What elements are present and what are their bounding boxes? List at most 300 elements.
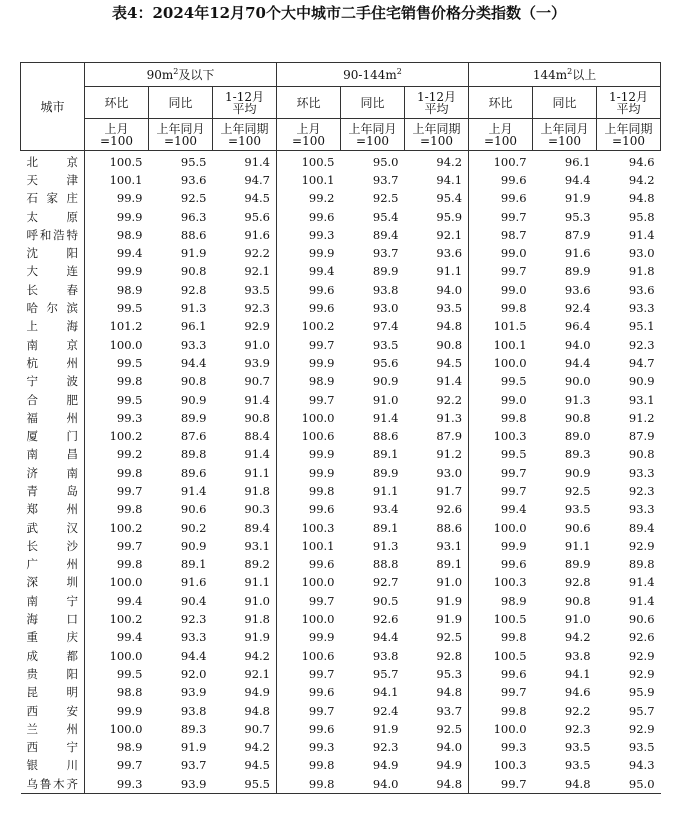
value-cell: 93.5	[372, 337, 399, 352]
value-cell: 99.6	[308, 685, 335, 700]
value-cell: 92.9	[213, 318, 277, 336]
table-row	[21, 702, 661, 720]
base-header: 上年同月 =100	[533, 119, 597, 151]
value-cell: 91.4	[213, 391, 277, 409]
city-column-header: 城市	[21, 63, 85, 151]
value-cell: 95.5	[180, 154, 207, 169]
value-cell: 99.8	[116, 557, 143, 572]
group-header-large: $144m^2$以上	[469, 63, 661, 87]
value-cell: 95.5	[213, 775, 277, 794]
value-cell: 89.3	[564, 447, 591, 462]
value-cell: 91.3	[180, 301, 207, 316]
value-cell: 95.6	[213, 208, 277, 226]
value-cell: 99.4	[308, 264, 335, 279]
value-cell: 100.6	[301, 429, 335, 444]
value-cell: 94.8	[405, 318, 469, 336]
value-cell: 93.0	[628, 246, 655, 261]
value-cell: 91.4	[628, 593, 655, 608]
city-cell: 乌鲁木齐	[21, 775, 85, 794]
sub-header: 环比	[85, 87, 149, 119]
value-cell: 96.3	[180, 209, 207, 224]
value-cell: 94.5	[405, 354, 469, 372]
value-cell: 92.7	[372, 575, 399, 590]
value-cell: 95.4	[405, 190, 469, 208]
value-cell: 90.8	[564, 593, 591, 608]
value-cell: 91.4	[213, 446, 277, 464]
value-cell: 91.1	[372, 483, 399, 498]
value-cell: 100.0	[109, 648, 143, 663]
value-cell: 100.3	[493, 575, 527, 590]
city-cell: 西宁	[21, 739, 85, 757]
value-cell: 89.9	[180, 410, 207, 425]
value-cell: 99.7	[500, 264, 527, 279]
value-cell: 91.0	[405, 574, 469, 592]
city-cell: 呼和浩特	[21, 226, 85, 244]
value-cell: 94.2	[213, 739, 277, 757]
value-cell: 91.8	[628, 264, 655, 279]
value-cell: 87.9	[628, 429, 655, 444]
value-cell: 90.8	[180, 264, 207, 279]
value-cell: 91.9	[213, 629, 277, 647]
value-cell: 90.8	[180, 374, 207, 389]
value-cell: 94.0	[405, 739, 469, 757]
city-cell: 厦门	[21, 427, 85, 445]
value-cell: 93.6	[628, 282, 655, 297]
value-cell: 95.3	[405, 665, 469, 683]
value-cell: 94.0	[564, 337, 591, 352]
base-header: 上年同期 =100	[213, 119, 277, 151]
city-cell: 长春	[21, 281, 85, 299]
value-cell: 99.2	[308, 191, 335, 206]
value-cell: 92.2	[564, 703, 591, 718]
value-cell: 94.4	[564, 172, 591, 187]
value-cell: 91.4	[628, 575, 655, 590]
page-title: 表4：2024年12月70个大中城市二手住宅销售价格分类指数（一）	[112, 4, 566, 22]
value-cell: 91.0	[564, 612, 591, 627]
value-cell: 95.4	[372, 209, 399, 224]
table-row	[21, 171, 661, 189]
value-cell: 99.3	[85, 775, 149, 794]
value-cell: 91.6	[213, 226, 277, 244]
value-cell: 99.4	[116, 593, 143, 608]
value-cell: 94.4	[564, 355, 591, 370]
value-cell: 92.6	[372, 612, 399, 627]
value-cell: 95.3	[564, 209, 591, 224]
sub-header: 同比	[533, 87, 597, 119]
table-row	[21, 684, 661, 702]
value-cell: 99.4	[116, 246, 143, 261]
value-cell: 91.4	[372, 410, 399, 425]
value-cell: 99.8	[308, 758, 335, 773]
value-cell: 91.0	[372, 392, 399, 407]
value-cell: 91.9	[180, 246, 207, 261]
value-cell: 100.6	[301, 648, 335, 663]
value-cell: 93.5	[628, 740, 655, 755]
value-cell: 94.8	[405, 775, 469, 794]
sub-header: 1-12月 平均	[597, 87, 661, 119]
value-cell: 97.4	[372, 319, 399, 334]
value-cell: 95.8	[628, 209, 655, 224]
value-cell: 89.3	[180, 721, 207, 736]
value-cell: 99.7	[308, 666, 335, 681]
price-index-table-container	[20, 62, 660, 794]
value-cell: 93.9	[213, 354, 277, 372]
value-cell: 89.9	[372, 465, 399, 480]
value-cell: 100.7	[493, 154, 527, 169]
value-cell: 94.2	[405, 151, 469, 172]
table-row	[21, 464, 661, 482]
base-header: 上月 =100	[277, 119, 341, 151]
value-cell: 94.0	[341, 775, 405, 794]
value-cell: 95.7	[372, 666, 399, 681]
value-cell: 94.5	[213, 757, 277, 775]
value-cell: 96.1	[180, 319, 207, 334]
value-cell: 99.5	[116, 355, 143, 370]
table-row	[21, 556, 661, 574]
value-cell: 91.9	[180, 740, 207, 755]
value-cell: 93.3	[628, 301, 655, 316]
value-cell: 94.2	[564, 630, 591, 645]
value-cell: 92.3	[213, 299, 277, 317]
city-cell: 长沙	[21, 537, 85, 555]
value-cell: 99.7	[500, 209, 527, 224]
value-cell: 98.9	[308, 374, 335, 389]
value-cell: 99.9	[500, 538, 527, 553]
value-cell: 99.4	[116, 630, 143, 645]
value-cell: 99.3	[500, 740, 527, 755]
table-row	[21, 354, 661, 372]
value-cell: 90.9	[180, 538, 207, 553]
table-row	[21, 665, 661, 683]
table-row	[21, 409, 661, 427]
value-cell: 99.3	[116, 410, 143, 425]
value-cell: 94.3	[628, 758, 655, 773]
value-cell: 99.8	[500, 301, 527, 316]
value-cell: 100.2	[301, 319, 335, 334]
value-cell: 99.0	[500, 392, 527, 407]
value-cell: 91.9	[372, 721, 399, 736]
value-cell: 100.0	[493, 520, 527, 535]
value-cell: 92.5	[564, 483, 591, 498]
city-cell: 济南	[21, 464, 85, 482]
table-row	[21, 263, 661, 281]
value-cell: 93.7	[372, 172, 399, 187]
city-cell: 郑州	[21, 501, 85, 519]
value-cell: 101.5	[493, 319, 527, 334]
city-cell: 合肥	[21, 391, 85, 409]
value-cell: 89.4	[372, 227, 399, 242]
value-cell: 90.2	[180, 520, 207, 535]
table-row	[21, 373, 661, 391]
value-cell: 99.6	[500, 557, 527, 572]
value-cell: 92.5	[372, 191, 399, 206]
value-cell: 99.7	[116, 758, 143, 773]
value-cell: 90.3	[213, 501, 277, 519]
value-cell: 99.7	[308, 392, 335, 407]
value-cell: 92.6	[628, 630, 655, 645]
value-cell: 87.9	[405, 427, 469, 445]
value-cell: 92.3	[628, 483, 655, 498]
value-cell: 91.1	[213, 464, 277, 482]
value-cell: 100.0	[109, 721, 143, 736]
value-cell: 99.6	[308, 282, 335, 297]
value-cell: 100.5	[493, 612, 527, 627]
value-cell: 90.4	[180, 593, 207, 608]
value-cell: 91.2	[628, 410, 655, 425]
value-cell: 93.1	[213, 537, 277, 555]
value-cell: 99.5	[116, 666, 143, 681]
city-cell: 天津	[21, 171, 85, 189]
base-header: 上年同期 =100	[405, 119, 469, 151]
table-row	[21, 244, 661, 262]
value-cell: 91.8	[213, 610, 277, 628]
value-cell: 92.0	[180, 666, 207, 681]
value-cell: 94.4	[180, 355, 207, 370]
value-cell: 91.2	[405, 446, 469, 464]
value-cell: 90.9	[180, 392, 207, 407]
value-cell: 92.5	[405, 720, 469, 738]
value-cell: 99.2	[116, 447, 143, 462]
value-cell: 99.8	[308, 483, 335, 498]
value-cell: 91.3	[564, 392, 591, 407]
table-row	[21, 482, 661, 500]
value-cell: 92.8	[180, 282, 207, 297]
value-cell: 99.9	[116, 191, 143, 206]
value-cell: 95.1	[628, 319, 655, 334]
table-row	[21, 519, 661, 537]
value-cell: 99.6	[308, 301, 335, 316]
value-cell: 93.0	[372, 301, 399, 316]
table-row	[21, 427, 661, 445]
value-cell: 100.2	[109, 612, 143, 627]
sub-header: 环比	[469, 87, 533, 119]
value-cell: 93.8	[564, 648, 591, 663]
table-row	[21, 757, 661, 775]
value-cell: 99.6	[500, 172, 527, 187]
table-row	[21, 446, 661, 464]
value-cell: 94.7	[213, 171, 277, 189]
city-cell: 深圳	[21, 574, 85, 592]
value-cell: 90.0	[564, 374, 591, 389]
city-cell: 广州	[21, 556, 85, 574]
group-header-medium: $90-144m^2$	[277, 63, 469, 87]
table-row	[21, 537, 661, 555]
value-cell: 100.2	[109, 429, 143, 444]
value-cell: 99.5	[116, 301, 143, 316]
value-cell: 92.9	[628, 648, 655, 663]
value-cell: 94.1	[372, 685, 399, 700]
value-cell: 92.2	[405, 391, 469, 409]
value-cell: 95.0	[372, 154, 399, 169]
table-row	[21, 775, 661, 794]
value-cell: 90.9	[372, 374, 399, 389]
value-cell: 91.0	[213, 592, 277, 610]
value-cell: 93.3	[628, 465, 655, 480]
value-cell: 87.6	[180, 429, 207, 444]
value-cell: 99.0	[500, 282, 527, 297]
table-row	[21, 574, 661, 592]
base-header: 上年同期 =100	[597, 119, 661, 151]
value-cell: 93.6	[180, 172, 207, 187]
value-cell: 91.7	[405, 482, 469, 500]
value-cell: 90.6	[628, 612, 655, 627]
value-cell: 94.4	[372, 630, 399, 645]
value-cell: 92.3	[564, 721, 591, 736]
group-header-small: $90m^2$及以下	[85, 63, 277, 87]
value-cell: 90.6	[180, 502, 207, 517]
value-cell: 100.0	[301, 575, 335, 590]
value-cell: 92.2	[213, 244, 277, 262]
value-cell: 91.6	[180, 575, 207, 590]
value-cell: 93.5	[564, 758, 591, 773]
value-cell: 99.9	[116, 209, 143, 224]
value-cell: 92.9	[628, 538, 655, 553]
city-cell: 西安	[21, 702, 85, 720]
sub-header: 同比	[341, 87, 405, 119]
table-row	[21, 190, 661, 208]
value-cell: 90.7	[213, 720, 277, 738]
value-cell: 90.6	[564, 520, 591, 535]
value-cell: 99.7	[308, 593, 335, 608]
table-row	[21, 151, 661, 172]
value-cell: 89.1	[372, 447, 399, 462]
city-cell: 哈尔滨	[21, 299, 85, 317]
value-cell: 88.6	[180, 227, 207, 242]
sub-header: 1-12月 平均	[213, 87, 277, 119]
value-cell: 93.8	[372, 648, 399, 663]
value-cell: 99.3	[308, 227, 335, 242]
value-cell: 90.8	[405, 336, 469, 354]
value-cell: 89.0	[564, 429, 591, 444]
value-cell: 99.8	[116, 465, 143, 480]
value-cell: 94.2	[213, 647, 277, 665]
city-cell: 南昌	[21, 446, 85, 464]
value-cell: 93.6	[405, 244, 469, 262]
city-cell: 兰州	[21, 720, 85, 738]
price-index-table	[20, 62, 661, 794]
value-cell: 92.9	[628, 666, 655, 681]
base-header: 上年同月 =100	[149, 119, 213, 151]
table-row	[21, 208, 661, 226]
table-row	[21, 720, 661, 738]
value-cell: 88.6	[405, 519, 469, 537]
value-cell: 88.8	[372, 557, 399, 572]
value-cell: 91.1	[213, 574, 277, 592]
value-cell: 93.0	[405, 464, 469, 482]
value-cell: 92.5	[405, 629, 469, 647]
value-cell: 92.1	[405, 226, 469, 244]
value-cell: 92.9	[628, 721, 655, 736]
value-cell: 100.3	[493, 429, 527, 444]
value-cell: 99.6	[500, 666, 527, 681]
value-cell: 92.6	[405, 501, 469, 519]
value-cell: 99.7	[500, 465, 527, 480]
table-row	[21, 336, 661, 354]
value-cell: 91.4	[180, 483, 207, 498]
value-cell: 90.9	[564, 465, 591, 480]
value-cell: 91.4	[628, 227, 655, 242]
value-cell: 93.4	[372, 502, 399, 517]
value-cell: 93.5	[564, 740, 591, 755]
value-cell: 92.5	[180, 191, 207, 206]
value-cell: 100.0	[109, 575, 143, 590]
city-cell: 昆明	[21, 684, 85, 702]
value-cell: 100.3	[493, 758, 527, 773]
value-cell: 94.9	[405, 757, 469, 775]
table-body	[21, 151, 661, 794]
city-cell: 成都	[21, 647, 85, 665]
value-cell: 99.9	[308, 246, 335, 261]
value-cell: 91.1	[564, 538, 591, 553]
value-cell: 99.9	[308, 630, 335, 645]
value-cell: 99.3	[308, 740, 335, 755]
value-cell: 95.6	[372, 355, 399, 370]
city-cell: 沈阳	[21, 244, 85, 262]
value-cell: 89.9	[372, 264, 399, 279]
value-cell: 95.0	[597, 775, 661, 794]
value-cell: 99.6	[308, 502, 335, 517]
value-cell: 94.1	[564, 666, 591, 681]
city-cell: 南宁	[21, 592, 85, 610]
city-cell: 上海	[21, 318, 85, 336]
value-cell: 91.8	[213, 482, 277, 500]
city-cell: 北京	[21, 151, 85, 172]
table-row	[21, 318, 661, 336]
value-cell: 93.5	[405, 299, 469, 317]
value-cell: 93.5	[213, 281, 277, 299]
value-cell: 93.8	[372, 282, 399, 297]
value-cell: 99.8	[116, 374, 143, 389]
value-cell: 94.7	[628, 355, 655, 370]
value-cell: 94.8	[628, 191, 655, 206]
value-cell: 94.1	[405, 171, 469, 189]
city-cell: 银川	[21, 757, 85, 775]
value-cell: 100.1	[493, 337, 527, 352]
value-cell: 91.1	[405, 263, 469, 281]
value-cell: 99.7	[308, 703, 335, 718]
value-cell: 91.0	[213, 336, 277, 354]
value-cell: 89.8	[180, 447, 207, 462]
city-cell: 青岛	[21, 482, 85, 500]
value-cell: 91.4	[213, 151, 277, 172]
value-cell: 91.9	[405, 610, 469, 628]
table-row	[21, 281, 661, 299]
value-cell: 99.9	[308, 447, 335, 462]
value-cell: 93.1	[405, 537, 469, 555]
table-row	[21, 391, 661, 409]
base-header: 上年同月 =100	[341, 119, 405, 151]
table-row	[21, 610, 661, 628]
value-cell: 99.9	[308, 355, 335, 370]
value-cell: 91.6	[564, 246, 591, 261]
value-cell: 100.1	[109, 172, 143, 187]
value-cell: 94.8	[213, 702, 277, 720]
value-cell: 92.1	[213, 665, 277, 683]
value-cell: 89.4	[628, 520, 655, 535]
value-cell: 99.9	[116, 264, 143, 279]
value-cell: 91.9	[405, 592, 469, 610]
value-cell: 100.5	[301, 154, 335, 169]
value-cell: 99.6	[308, 721, 335, 736]
value-cell: 100.1	[301, 172, 335, 187]
sub-header: 同比	[149, 87, 213, 119]
value-cell: 100.0	[493, 355, 527, 370]
value-cell: 89.8	[628, 557, 655, 572]
value-cell: 90.7	[213, 373, 277, 391]
value-cell: 96.1	[564, 154, 591, 169]
value-cell: 100.0	[109, 337, 143, 352]
city-cell: 海口	[21, 610, 85, 628]
